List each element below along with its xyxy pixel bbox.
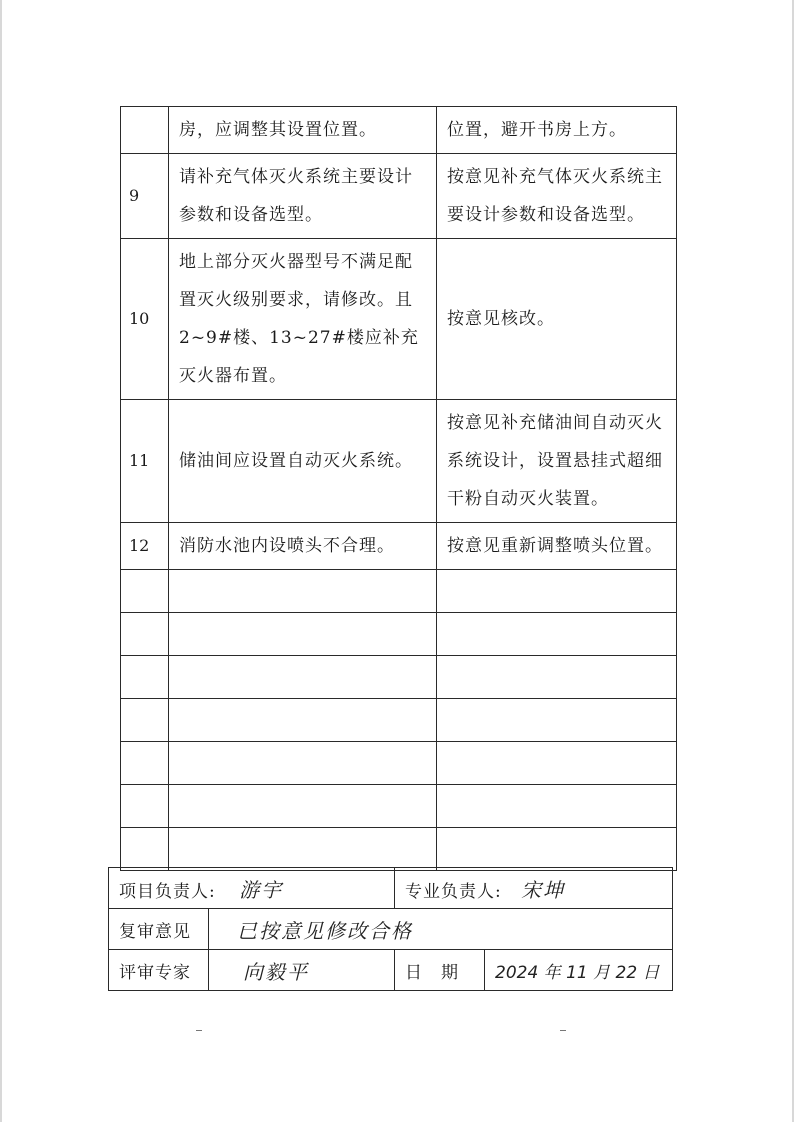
page-edge-left [0,0,2,1122]
empty-cell [121,570,169,613]
expert-cell [209,950,395,991]
response: 按意见重新调整喷头位置。 [437,523,677,570]
review-cell [209,909,673,950]
empty-row [121,785,677,828]
row-number: 12 [121,523,169,570]
empty-cell [169,742,437,785]
table-row [121,239,677,400]
empty-row [121,699,677,742]
expert-signature: 向毅平 [243,959,309,984]
row-number: 10 [121,239,169,400]
empty-cell [121,656,169,699]
signature-table [108,867,673,991]
empty-cell [169,785,437,828]
empty-cell [169,828,437,871]
scan-speck [560,1030,566,1031]
scan-speck [196,1030,202,1031]
empty-cell [169,699,437,742]
review-opinion: 房，应调整其设置位置。 [169,107,437,154]
empty-row [121,570,677,613]
specialty-lead-cell [395,868,673,909]
review-date: 2024 年 11 月 22 日 [495,962,660,983]
review-table [120,106,677,871]
project-lead-signature: 游宇 [239,877,284,902]
project-lead-label: 项目负责人: [119,881,216,902]
review-opinion: 地上部分灭火器型号不满足配置灭火级别要求，请修改。且2~9#楼、13~27#楼应补充灭火器布置。 [169,239,437,400]
specialty-lead-label: 专业负责人: [405,881,502,902]
signature-row [109,868,673,909]
table-row [121,400,677,523]
empty-row [121,828,677,871]
empty-cell [437,656,677,699]
row-number [121,107,169,154]
empty-cell [169,570,437,613]
empty-cell [121,613,169,656]
empty-cell [121,785,169,828]
response: 按意见补充储油间自动灭火系统设计，设置悬挂式超细干粉自动灭火装置。 [437,400,677,523]
empty-cell [437,570,677,613]
empty-cell [437,699,677,742]
empty-cell [437,742,677,785]
row-number: 11 [121,400,169,523]
review-opinion: 请补充气体灭火系统主要设计参数和设备选型。 [169,154,437,239]
response: 按意见核改。 [437,239,677,400]
project-lead-cell [109,868,395,909]
table-row [121,154,677,239]
date-cell [485,950,673,991]
row-number: 9 [121,154,169,239]
table-row [121,107,677,154]
empty-row [121,742,677,785]
empty-cell [169,656,437,699]
empty-row [121,613,677,656]
empty-cell [437,613,677,656]
empty-row [121,656,677,699]
review-row [109,909,673,950]
review-opinion: 储油间应设置自动灭火系统。 [169,400,437,523]
empty-cell [121,742,169,785]
empty-cell [437,785,677,828]
expert-label: 评审专家 [109,950,209,991]
empty-cell [437,828,677,871]
empty-cell [169,613,437,656]
review-opinion: 消防水池内设喷头不合理。 [169,523,437,570]
response: 按意见补充气体灭火系统主要设计参数和设备选型。 [437,154,677,239]
response: 位置，避开书房上方。 [437,107,677,154]
date-label: 日 期 [395,950,485,991]
review-handwritten-text: 已按意见修改合格 [237,918,413,943]
review-label: 复审意见 [109,909,209,950]
specialty-lead-signature: 宋坤 [521,877,566,902]
expert-row [109,950,673,991]
empty-cell [121,828,169,871]
empty-cell [121,699,169,742]
table-row [121,523,677,570]
